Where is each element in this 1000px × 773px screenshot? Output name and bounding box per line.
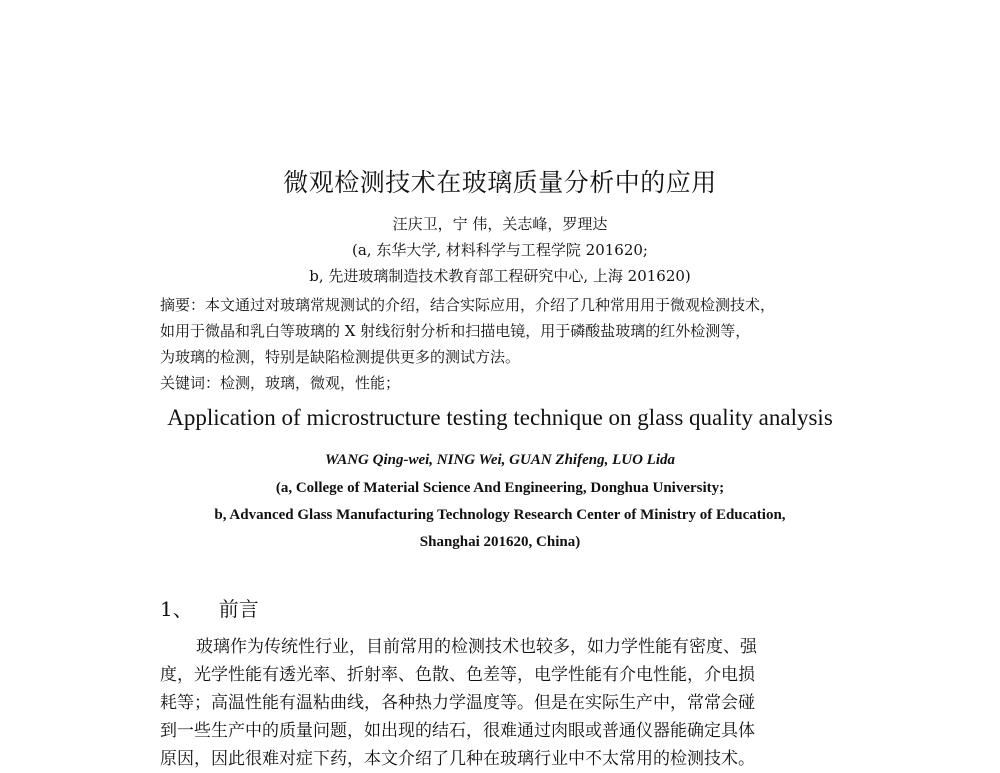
chinese-authors: 汪庆卫，宁 伟，关志峰，罗理达: [392, 215, 608, 233]
chinese-title: 微观检测技术在玻璃质量分析中的应用: [283, 168, 717, 197]
chinese-affiliation-a: (a, 东华大学, 材料科学与工程学院 201620;: [352, 241, 648, 259]
section-number: 1、: [160, 597, 193, 621]
section-title: 前言: [218, 597, 259, 621]
chinese-abstract-line: 摘要：本文通过对玻璃常规测试的介绍，结合实际应用，介绍了几种常用用于微观检测技术，: [160, 296, 776, 314]
body-paragraph-line: 度，光学性能有透光率、折射率、色散、色差等，电学性能有介电性能，介电损: [160, 665, 755, 685]
chinese-keywords: 关键词：检测，玻璃，微观，性能；: [160, 374, 401, 392]
body-paragraph-line: 原因，因此很难对症下药，本文介绍了几种在玻璃行业中不太常用的检测技术。: [160, 749, 755, 769]
body-paragraph-line: 耗等；高温性能有温粘曲线，各种热力学温度等。但是在实际生产中，常常会碰: [160, 693, 755, 713]
body-paragraph-line: 到一些生产中的质量问题，如出现的结石，很难通过肉眼或普通仪器能确定具体: [160, 721, 755, 741]
section-heading: [160, 593, 259, 622]
english-affiliation-c: Shanghai 201620, China): [419, 534, 581, 550]
chinese-abstract-line: 为玻璃的检测，特别是缺陷检测提供更多的测试方法。: [160, 348, 521, 366]
chinese-abstract-line: 如用于微晶和乳白等玻璃的 X 射线衍射分析和扫描电镜，用于磷酸盐玻璃的红外检测等，: [160, 322, 751, 340]
english-affiliation-b: b, Advanced Glass Manufacturing Technology Research Center of Ministry of Education,: [214, 507, 786, 523]
chinese-affiliation-b: b, 先进玻璃制造技术教育部工程研究中心, 上海 201620): [309, 267, 691, 285]
english-authors: WANG Qing-wei, NING Wei, GUAN Zhifeng, LUO Lida: [324, 452, 675, 468]
english-affiliation-a: (a, College of Material Science And Engineering, Donghua University;: [275, 480, 725, 496]
body-paragraph-line: 玻璃作为传统性行业，目前常用的检测技术也较多，如力学性能有密度、强: [196, 637, 757, 657]
english-title: Application of microstructure testing technique on glass quality analysis: [167, 405, 833, 430]
